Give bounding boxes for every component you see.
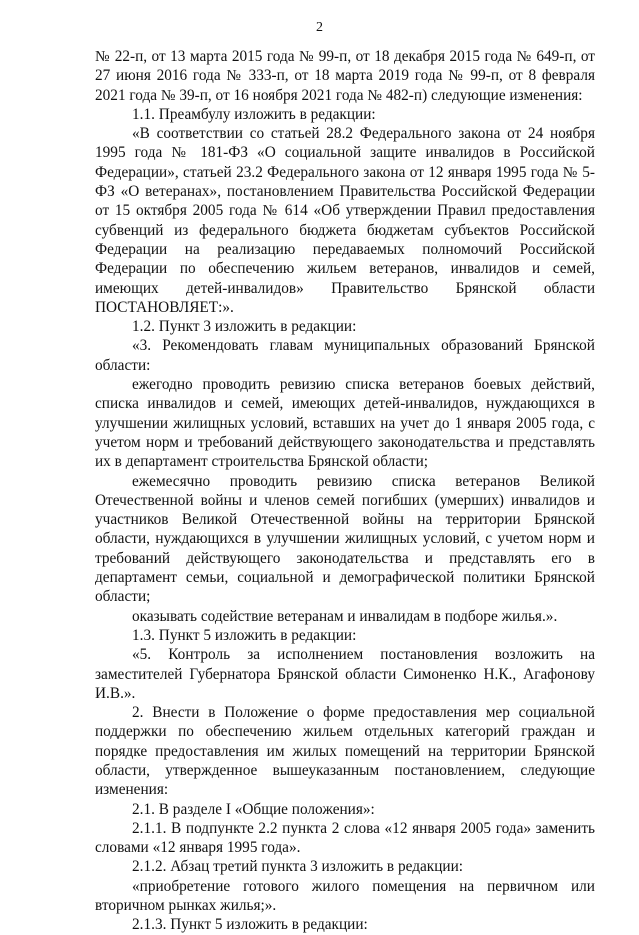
paragraph: 1.2. Пункт 3 изложить в редакции: bbox=[132, 318, 357, 336]
paragraph: ежегодно проводить ревизию списка ветеранов боевых действий, списка инвалидов и семей, имеющих детей-инвалидов, нуждающихся в улучшении жилищных условий, вставших на учет до 1 января 2005 года, с учетом норм и требований действующего законодательства и представлять их в департамент строительства Брянской области; bbox=[95, 376, 595, 471]
paragraph: 2.1. В разделе I «Общие положения»: bbox=[132, 800, 375, 818]
paragraph: «5. Контроль за исполнением постановления возложить на заместителей Губернатора Брянской области Симоненко Н.К., Агафонову И.В.». bbox=[95, 646, 595, 702]
paragraph: «3. Рекомендовать главам муниципальных образований Брянской области: bbox=[95, 337, 595, 374]
paragraph: 2.1.2. Абзац третий пункта 3 изложить в редакции: bbox=[132, 858, 464, 876]
paragraph: 1.3. Пункт 5 изложить в редакции: bbox=[132, 626, 357, 644]
document-body bbox=[95, 47, 595, 935]
paragraph: ежемесячно проводить ревизию списка ветеранов Великой Отечественной войны и членов семей погибших (умерших) инвалидов и участников Великой Отечественной войны на территории Брянской области, нуждающихся в улучшении жилищных условий, с учетом норм и требований действующего законодательства и представлять его в департамент семьи, социальной и демографической политики Брянской области; bbox=[95, 472, 595, 606]
paragraph: 2. Внести в Положение о форме предоставления мер социальной поддержки по обеспечению жильем отдельных категорий граждан и порядке предоставления им жилых помещений на территории Брянской области, утвержденное вышеуказанным постановлением, следующие изменения: bbox=[95, 704, 595, 799]
paragraph: оказывать содействие ветеранам и инвалидам в подборе жилья.». bbox=[132, 607, 558, 625]
paragraph: «В соответствии со статьей 28.2 Федерального закона от 24 ноября 1995 года № 181-ФЗ «О социальной защите инвалидов в Российской Федерации», статьей 23.2 Федерального закона от 12 января 1995 года № 5-ФЗ «О ветеранах», постановлением Правительства Российской Федерации от 15 октября 2005 года № 614 «Об утверждении Правил предоставления субвенций из федерального бюджета бюджетам субъектов Российской Федерации на реализацию передаваемых полномочий Российской Федерации по обеспечению жильем ветеранов, инвалидов и семей, имеющих детей-инвалидов» Правительство Брянской области ПОСТАНОВЛЯЕТ:». bbox=[95, 125, 595, 316]
paragraph: 1.1. Преамбулу изложить в редакции: bbox=[132, 105, 376, 123]
paragraph: «приобретение готового жилого помещения на первичном или вторичном рынках жилья;». bbox=[95, 877, 595, 915]
page-number: 2 bbox=[316, 20, 323, 35]
paragraph: № 22-п, от 13 марта 2015 года № 99-п, от 18 декабря 2015 года № 649-п, от 27 июня 2016 года № 333-п, от 18 марта 2019 года № 99-п, от 8 февраля 2021 года № 39-п, от 16 ноября 2021 года № 482-п) следующие изменения: bbox=[95, 48, 595, 104]
paragraph: 2.1.1. В подпункте 2.2 пункта 2 слова «12 января 2005 года» заменить словами «12 января 1995 года». bbox=[95, 819, 595, 857]
paragraph: 2.1.3. Пункт 5 изложить в редакции: bbox=[132, 916, 368, 934]
